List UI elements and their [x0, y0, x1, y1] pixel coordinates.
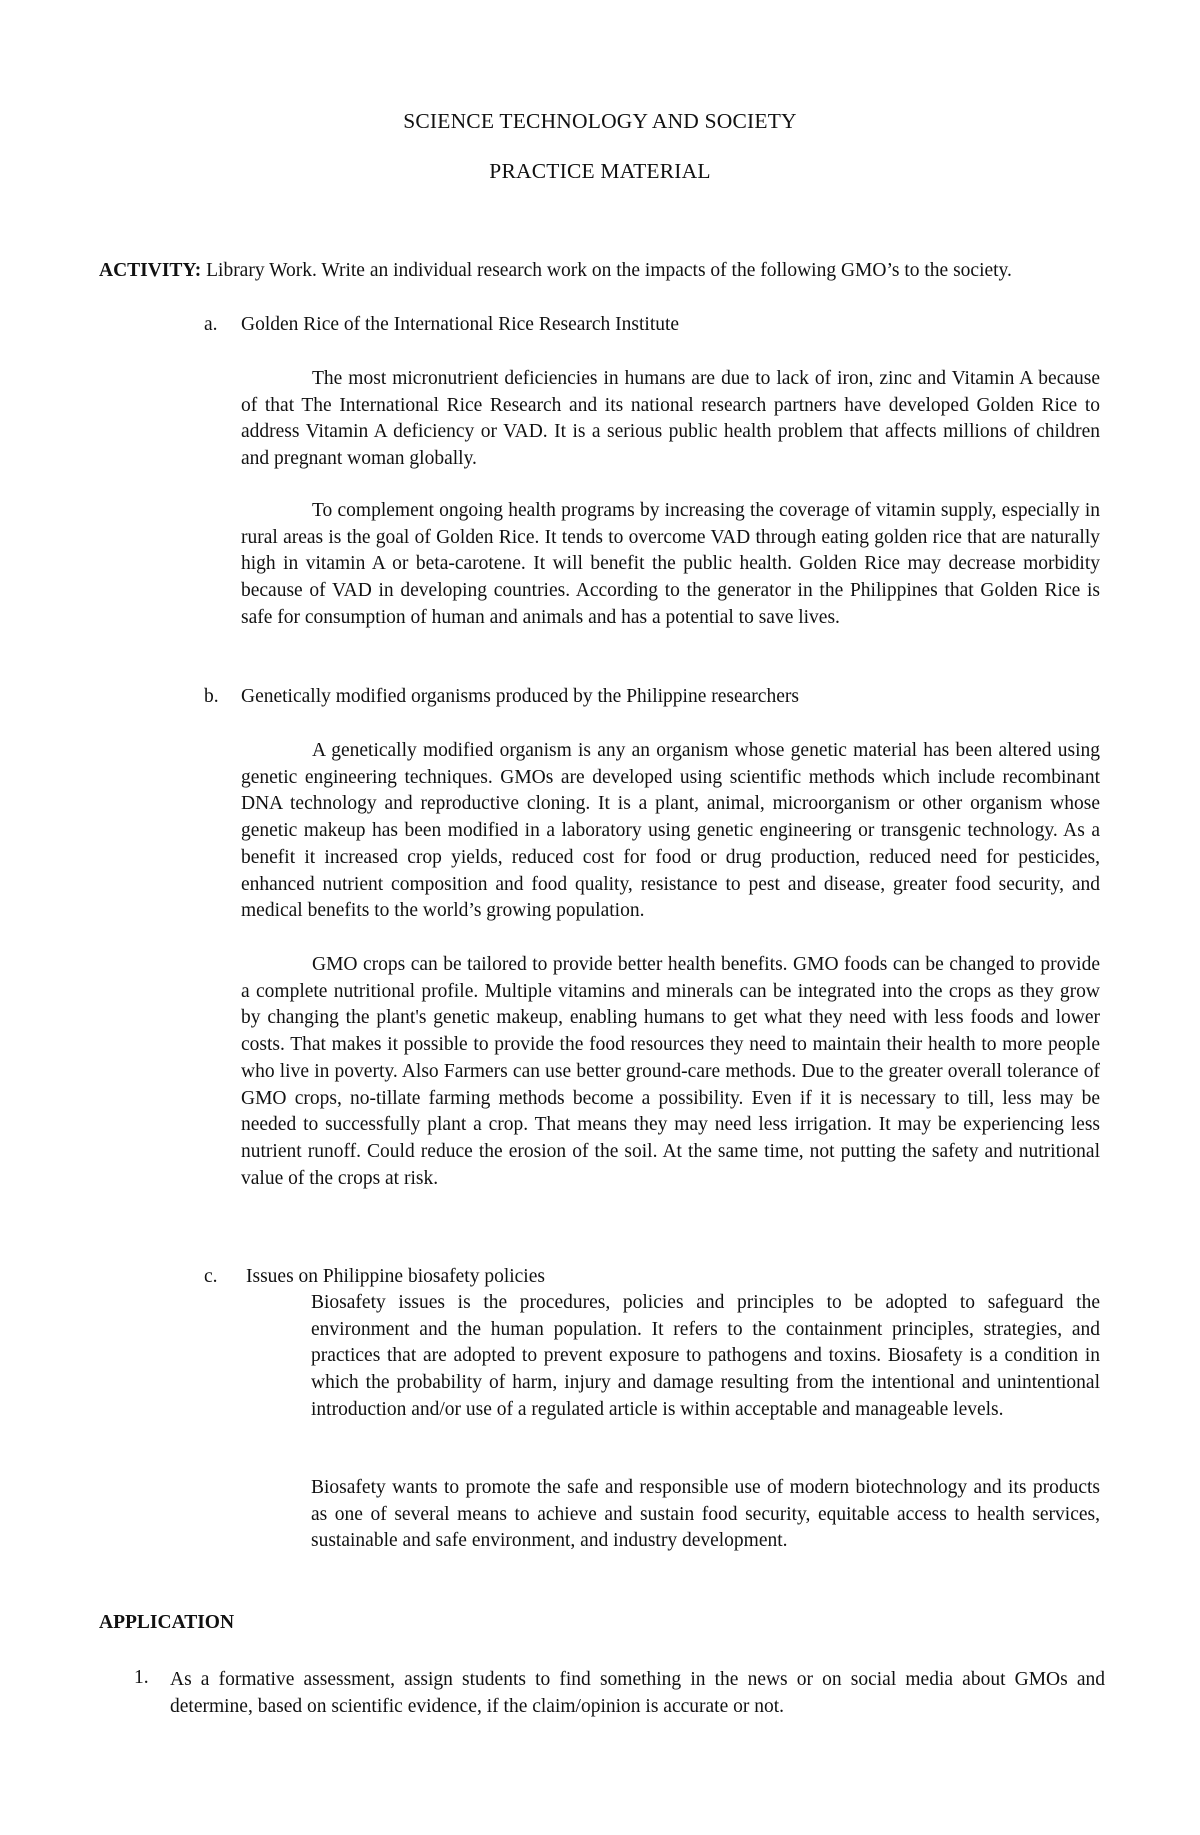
item-paragraph: A genetically modified organism is any an organism whose genetic material has been altered using genetic engineering techniques. GMOs are developed using scientific methods which include recombinant DNA technology and reproductive cloning. It is a plant, animal, microorganism or other organism whose genetic makeup has been modified in a laboratory using genetic engineering or transgenic technology. As a benefit it increased crop yields, reduced cost for food or drug production, reduced need for pesticides, enhanced nutrient composition and food quality, resistance to pest and disease, greater food security, and medical benefits to the world’s growing population.: [241, 740, 1100, 922]
application-item-number: 1.: [134, 1667, 149, 1688]
item-paragraph: To complement ongoing health programs by increasing the coverage of vitamin supply, especially in rural areas is the goal of Golden Rice. It tends to overcome VAD through eating golden rice that are naturally high in vitamin A or beta-carotene. It will benefit the public health. Golden Rice may decrease morbidity because of VAD in developing countries. According to the generator in the Philippines that Golden Rice is safe for consumption of human and animals and has a potential to save lives.: [241, 500, 1100, 628]
item-paragraph: GMO crops can be tailored to provide better health benefits. GMO foods can be changed to provide a complete nutritional profile. Multiple vitamins and minerals can be integrated into the crops as they grow by changing the plant's genetic makeup, enabling humans to get what they need with less foods and lower costs. That makes it possible to provide the food resources they need to maintain their health to more people who live in poverty. Also Farmers can use better ground-care methods. Due to the greater overall tolerance of GMO crops, no-tillate farming methods become a possibility. Even if it is necessary to till, less may be needed to successfully plant a crop. That means they may need less irrigation. It may be experiencing less nutrient runoff. Could reduce the erosion of the soil. At the same time, not putting the safety and nutritional value of the crops at risk.: [241, 954, 1100, 1189]
item-heading: Issues on Philippine biosafety policies: [246, 1266, 545, 1287]
application-item-text: As a formative assessment, assign students to find something in the news or on social media about GMOs and determine, based on scientific evidence, if the claim/opinion is accurate or not.: [170, 1669, 1105, 1717]
item-letter: c.: [204, 1266, 218, 1287]
page-title: SCIENCE TECHNOLOGY AND SOCIETY: [403, 109, 797, 133]
item-paragraph: The most micronutrient deficiencies in humans are due to lack of iron, zinc and Vitamin A because of that The International Rice Research and its national research partners have developed Golden Rice to address Vitamin A deficiency or VAD. It is a serious public health problem that affects millions of children and pregnant woman globally.: [241, 368, 1100, 470]
item-letter: b.: [204, 686, 219, 707]
item-paragraph: Biosafety issues is the procedures, policies and principles to be adopted to safeguard the environment and the human population. It refers to the containment principles, strategies, and practices that are adopted to prevent exposure to pathogens and toxins. Biosafety is a condition in which the probability of harm, injury and damage resulting from the intentional and unintentional introduction and/or use of a regulated article is within acceptable and manageable levels.: [311, 1292, 1100, 1420]
item-letter: a.: [204, 314, 218, 335]
page-subtitle: PRACTICE MATERIAL: [489, 159, 711, 183]
item-paragraph: Biosafety wants to promote the safe and responsible use of modern biotechnology and its products as one of several means to achieve and sustain food security, equitable access to health services, sustainable and safe environment, and industry development.: [311, 1477, 1100, 1552]
activity-instruction: [99, 258, 1109, 284]
application-heading: APPLICATION: [99, 1612, 235, 1633]
item-heading: Genetically modified organisms produced by the Philippine researchers: [241, 686, 799, 707]
activity-label: ACTIVITY:: [99, 260, 202, 281]
item-heading: Golden Rice of the International Rice Research Institute: [241, 314, 680, 335]
activity-text: Library Work. Write an individual research work on the impacts of the following GMO’s to the society.: [201, 260, 1012, 281]
